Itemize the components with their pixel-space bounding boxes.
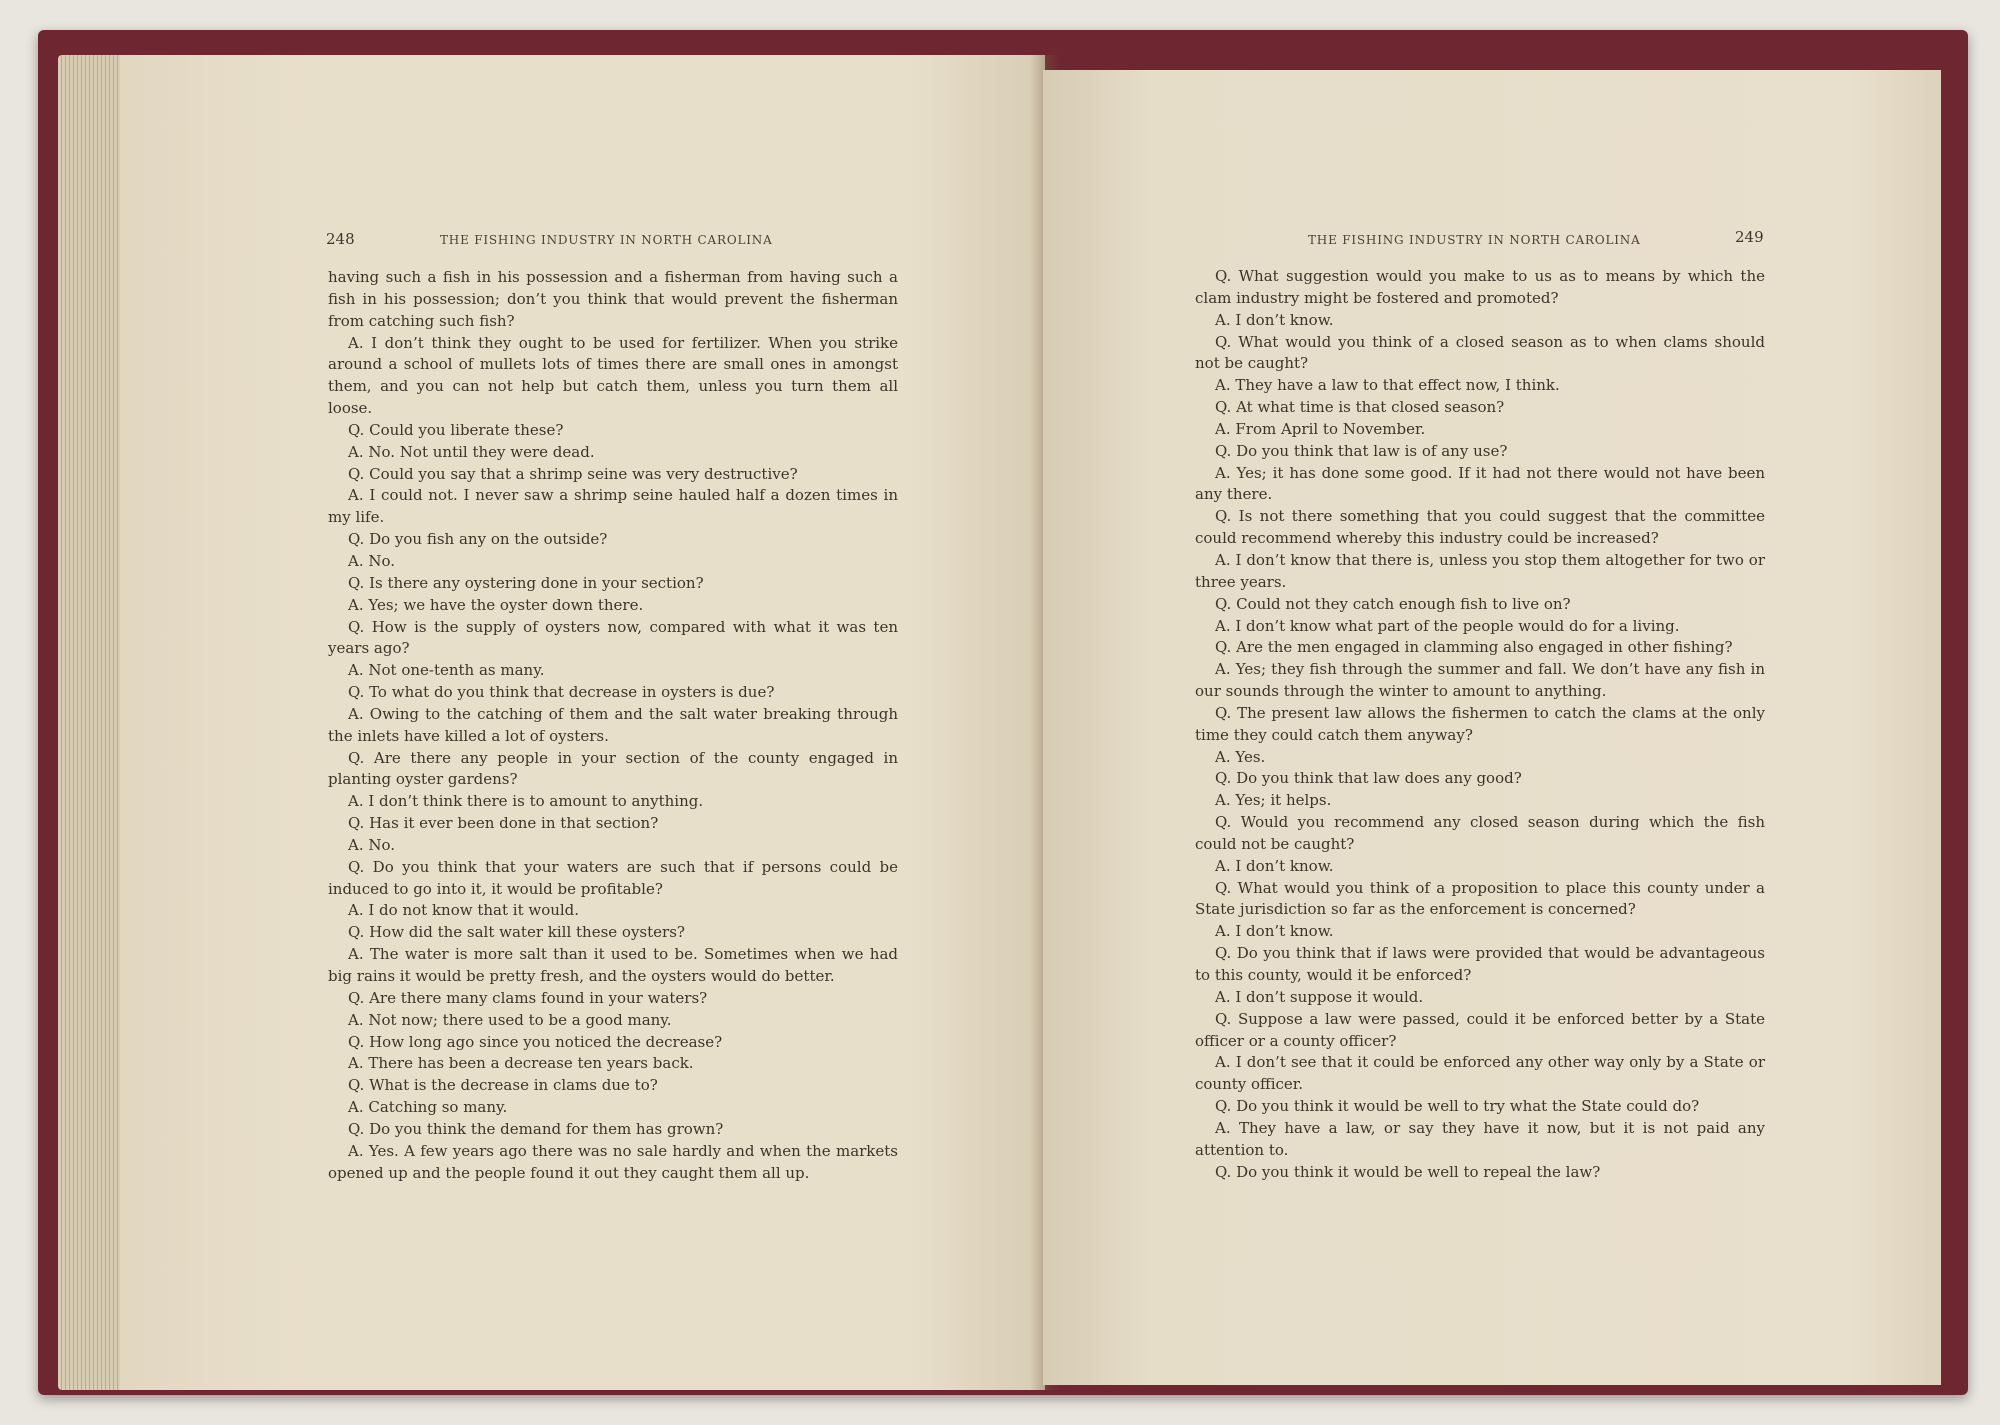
paragraph: A. No. Not until they were dead. [348, 442, 595, 461]
left-running-head: THE FISHING INDUSTRY IN NORTH CAROLINA [440, 233, 773, 247]
paragraph: Q. Is there any oystering done in your section? [348, 573, 704, 592]
paragraph: Q. Suppose a law were passed, could it be enforced better by a State officer or a county officer? [1195, 1009, 1765, 1050]
paragraph: A. I don’t know. [1215, 310, 1334, 329]
paragraph: Q. What is the decrease in clams due to? [348, 1076, 658, 1095]
paragraph: A. They have a law to that effect now, I think. [1215, 376, 1560, 395]
paragraph: A. Yes; it helps. [1215, 791, 1332, 810]
paragraph: A. Yes; it has done some good. If it had not there would not have been any there. [1195, 463, 1765, 504]
paragraph: A. From April to November. [1215, 419, 1426, 438]
paragraph: Q. Do you think that law does any good? [1215, 769, 1522, 788]
paragraph: A. I don’t think they ought to be used for fertilizer. When you strike around a school of mullets lots of times there are small ones in amongst them, and you can not help but catch them, unless you turn them all loose. [328, 333, 898, 418]
paragraph: Q. Could you say that a shrimp seine was very destructive? [348, 464, 798, 483]
paragraph: Q. Do you think that if laws were provided that would be advantageous to this county, would it be enforced? [1195, 944, 1765, 984]
paragraph: Q. Do you think that law is of any use? [1215, 441, 1508, 460]
paragraph: having such a fish in his possession and a fisherman from having such a fish in his possession; don’t you think that would prevent the fisherman from catching such fish? [328, 268, 898, 330]
left-page-number: 248 [326, 230, 355, 248]
paragraph: Q. Do you think it would be well to try what the State could do? [1215, 1097, 1700, 1116]
paragraph: Q. Could not they catch enough fish to live on? [1215, 594, 1571, 613]
right-running-head: THE FISHING INDUSTRY IN NORTH CAROLINA [1308, 233, 1641, 247]
paragraph: A. Yes. [1215, 747, 1266, 766]
paragraph: Q. Do you think it would be well to repeal the law? [1215, 1162, 1601, 1181]
paragraph: A. Yes; we have the oyster down there. [348, 595, 644, 614]
paragraph: A. No. [348, 551, 396, 570]
paragraph: A. Owing to the catching of them and the salt water breaking through the inlets have killed a lot of oysters. [328, 704, 898, 745]
paragraph: A. I don’t know. [1215, 856, 1334, 875]
paragraph: A. I don’t know. [1215, 922, 1334, 941]
paragraph: Q. How is the supply of oysters now, compared with what it was ten years ago? [328, 617, 898, 658]
paragraph: Q. The present law allows the fishermen to catch the clams at the only time they could catch them anyway? [1195, 703, 1765, 744]
paragraph: Q. Do you fish any on the outside? [348, 530, 608, 549]
paragraph: Q. Has it ever been done in that section? [348, 814, 659, 833]
paragraph: A. I do not know that it would. [348, 901, 580, 920]
right-page-body [1195, 266, 1765, 1183]
paragraph: A. No. [348, 835, 396, 854]
paragraph: Q. What would you think of a proposition to place this county under a State jurisdiction so far as the enforcement is concerned? [1195, 878, 1765, 919]
paragraph: A. The water is more salt than it used to be. Sometimes when we had big rains it would be pretty fresh, and the oysters would do better. [328, 945, 898, 985]
paragraph: A. I don’t suppose it would. [1215, 987, 1424, 1006]
right-page-number: 249 [1735, 228, 1764, 246]
paragraph: A. I don’t think there is to amount to anything. [348, 792, 704, 811]
right-page [1043, 70, 1941, 1385]
paragraph: Q. Would you recommend any closed season during which the fish could not be caught? [1195, 813, 1765, 853]
paragraph: A. I don’t know that there is, unless you stop them altogether for two or three years. [1195, 550, 1765, 591]
paragraph: A. There has been a decrease ten years back. [348, 1054, 694, 1073]
paragraph: Q. How did the salt water kill these oysters? [348, 923, 685, 942]
paragraph: A. I don’t know what part of the people would do for a living. [1215, 616, 1680, 635]
paragraph: Q. Are the men engaged in clamming also engaged in other fishing? [1215, 638, 1733, 657]
paragraph: A. I could not. I never saw a shrimp seine hauled half a dozen times in my life. [328, 486, 898, 527]
paragraph: Q. At what time is that closed season? [1215, 398, 1505, 417]
paragraph: Q. Could you liberate these? [348, 420, 564, 439]
paragraph: A. Yes. A few years ago there was no sale hardly and when the markets opened up and the people found it out they caught them all up. [328, 1141, 898, 1182]
paragraph: Q. To what do you think that decrease in oysters is due? [348, 683, 775, 702]
paragraph: A. Not now; there used to be a good many. [348, 1010, 672, 1029]
paragraph: A. They have a law, or say they have it now, but it is not paid any attention to. [1195, 1118, 1765, 1159]
left-page [120, 55, 1045, 1390]
paragraph: A. Not one-tenth as many. [348, 661, 545, 680]
paragraph: Q. Are there any people in your section of the county engaged in planting oyster gardens? [328, 748, 898, 789]
paragraph: Q. What suggestion would you make to us as to means by which the clam industry might be fostered and promoted? [1195, 267, 1765, 307]
paragraph: Q. Are there many clams found in your waters? [348, 988, 708, 1007]
paragraph: Q. What would you think of a closed season as to when clams should not be caught? [1195, 332, 1765, 373]
paragraph: A. Yes; they fish through the summer and fall. We don’t have any fish in our sounds through the winter to amount to anything. [1195, 660, 1765, 701]
paragraph: Q. Do you think that your waters are such that if persons could be induced to go into it, it would be profitable? [328, 857, 898, 898]
paragraph: Q. Do you think the demand for them has grown? [348, 1119, 724, 1138]
paragraph: Q. Is not there something that you could suggest that the committee could recommend whereby this industry could be increased? [1195, 507, 1765, 548]
paragraph: A. Catching so many. [348, 1098, 508, 1117]
left-page-body [328, 267, 898, 1184]
paragraph: A. I don’t see that it could be enforced any other way only by a State or county officer. [1195, 1053, 1765, 1094]
paragraph: Q. How long ago since you noticed the decrease? [348, 1032, 723, 1051]
